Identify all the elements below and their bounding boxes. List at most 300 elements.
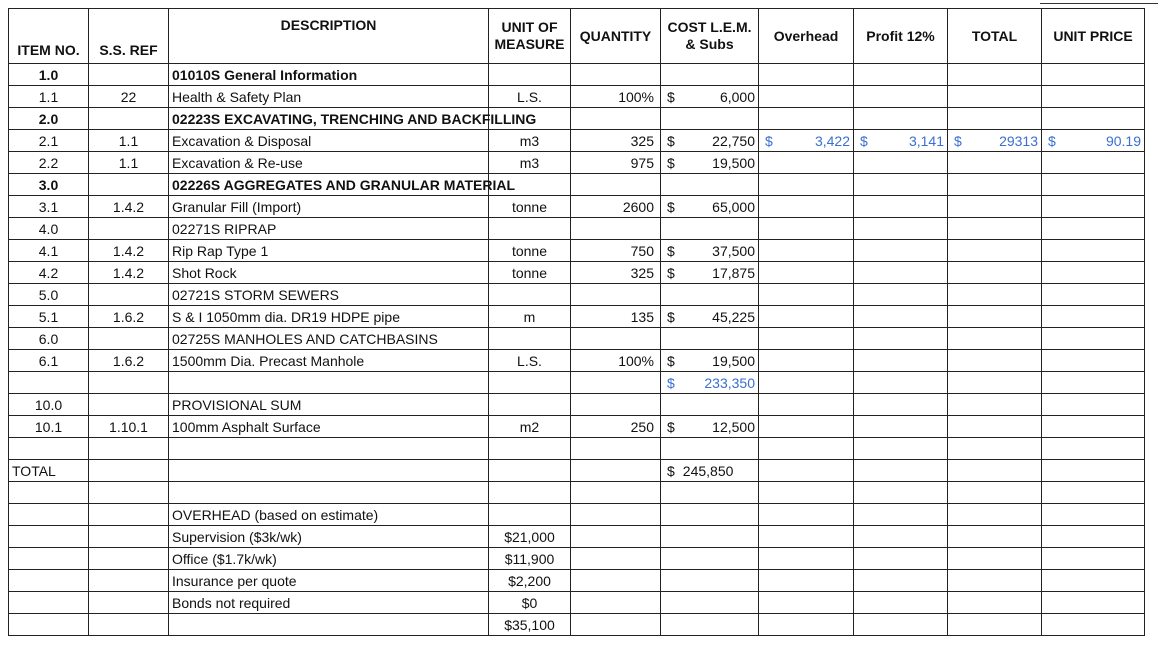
description-cell: [169, 460, 489, 482]
unit-cell: [489, 64, 571, 86]
header-description: DESCRIPTION: [169, 9, 489, 64]
profit-cell: [854, 614, 948, 636]
profit-cell: [854, 306, 948, 328]
profit-cell: [854, 284, 948, 306]
overhead-cell: [759, 350, 854, 372]
ss-ref-cell: 1.6.2: [89, 306, 169, 328]
total-cell: [948, 174, 1042, 196]
overhead-cell: [759, 614, 854, 636]
quantity-cell: [571, 438, 661, 460]
quantity-cell: [571, 108, 661, 130]
unit-cell: [489, 394, 571, 416]
overhead-item-row: [9, 592, 1145, 614]
overhead-cell: [759, 284, 854, 306]
unit-price-cell: [1042, 196, 1145, 218]
total-cell: [948, 64, 1042, 86]
overhead-cell: [759, 196, 854, 218]
cost-cell: [661, 196, 759, 218]
description-cell: 02226S AGGREGATES AND GRANULAR MATERIAL: [169, 174, 489, 196]
unit-cell: [489, 284, 571, 306]
description-cell: [169, 482, 489, 504]
unit-price-cell: [1042, 350, 1145, 372]
money-value: [664, 197, 755, 217]
item-no-cell: 1.0: [9, 64, 89, 86]
ss-ref-cell: [89, 548, 169, 570]
item-no-cell: TOTAL: [9, 460, 89, 482]
ss-ref-cell: [89, 438, 169, 460]
amount: 245,850: [682, 462, 734, 479]
unit-cell: $2,200: [489, 570, 571, 592]
currency-symbol: $: [667, 88, 675, 105]
cost-cell: [661, 416, 759, 438]
overhead-cell: [759, 262, 854, 284]
currency-symbol: $: [1048, 132, 1056, 149]
unit-cell: [489, 328, 571, 350]
header-overhead: Overhead: [759, 9, 854, 64]
quantity-cell: 250: [571, 416, 661, 438]
currency-symbol: $: [667, 308, 675, 325]
description-cell: 1500mm Dia. Precast Manhole: [169, 350, 489, 372]
item-no-cell: [9, 438, 89, 460]
total-cell: [948, 328, 1042, 350]
amount: 3,141: [908, 132, 944, 149]
unit-cell: tonne: [489, 196, 571, 218]
amount: 22,750: [712, 132, 755, 149]
currency-symbol: $: [667, 154, 675, 171]
item-no-cell: [9, 570, 89, 592]
overhead-cell: [759, 86, 854, 108]
money-value: [664, 351, 755, 371]
quantity-cell: 135: [571, 306, 661, 328]
total-cell: [948, 350, 1042, 372]
quantity-cell: [571, 174, 661, 196]
amount: 12,500: [712, 418, 755, 435]
overhead-cell: [759, 548, 854, 570]
cost-cell: [661, 504, 759, 526]
unit-cell: $0: [489, 592, 571, 614]
quantity-cell: 325: [571, 130, 661, 152]
money-value: [664, 241, 755, 261]
total-cell: [948, 196, 1042, 218]
overhead-cell: [759, 240, 854, 262]
overhead-cell: [759, 130, 854, 152]
overhead-cell: [759, 64, 854, 86]
ss-ref-cell: [89, 394, 169, 416]
profit-cell: [854, 328, 948, 350]
money-value: [664, 87, 755, 107]
profit-cell: [854, 592, 948, 614]
profit-cell: [854, 64, 948, 86]
overhead-cell: [759, 306, 854, 328]
description-cell: 100mm Asphalt Surface: [169, 416, 489, 438]
header-total: TOTAL: [948, 9, 1042, 64]
unit-cell: m2: [489, 416, 571, 438]
header-cost-line2: & Subs: [685, 36, 734, 52]
overhead-cell: [759, 218, 854, 240]
unit-price-cell: [1042, 86, 1145, 108]
cost-cell: [661, 614, 759, 636]
unit-price-cell: [1042, 108, 1145, 130]
ss-ref-cell: 1.4.2: [89, 262, 169, 284]
ss-ref-cell: [89, 592, 169, 614]
profit-cell: [854, 526, 948, 548]
description-cell: 02271S RIPRAP: [169, 218, 489, 240]
cost-cell: [661, 394, 759, 416]
description-cell: Excavation & Disposal: [169, 130, 489, 152]
description-cell: Shot Rock: [169, 262, 489, 284]
unit-cell: $11,900: [489, 548, 571, 570]
estimate-sheet: [8, 8, 1144, 636]
profit-cell: [854, 240, 948, 262]
cost-cell: [661, 548, 759, 570]
overhead-title-row: [9, 504, 1145, 526]
item-no-cell: 2.0: [9, 108, 89, 130]
table-row: [9, 64, 1145, 86]
profit-cell: [854, 152, 948, 174]
profit-cell: [854, 86, 948, 108]
amount: 90.19: [1105, 132, 1141, 149]
quantity-cell: [571, 460, 661, 482]
total-cell: [948, 548, 1042, 570]
cost-cell: [661, 526, 759, 548]
cost-cell: [661, 592, 759, 614]
table-row: [9, 152, 1145, 174]
unit-price-cell: [1042, 526, 1145, 548]
overhead-item-row: [9, 548, 1145, 570]
unit-cell: $21,000: [489, 526, 571, 548]
cost-cell: [661, 482, 759, 504]
money-value: [664, 131, 755, 151]
unit-cell: [489, 438, 571, 460]
quantity-cell: [571, 592, 661, 614]
table-row: [9, 218, 1145, 240]
item-no-cell: 4.0: [9, 218, 89, 240]
table-row: [9, 350, 1145, 372]
overhead-cell: [759, 482, 854, 504]
amount: 37,500: [712, 242, 755, 259]
ss-ref-cell: [89, 504, 169, 526]
money-value: [664, 263, 755, 283]
cost-cell: [661, 372, 759, 394]
quantity-cell: 100%: [571, 86, 661, 108]
cost-cell: [661, 86, 759, 108]
table-row: [9, 196, 1145, 218]
currency-symbol: $: [667, 418, 675, 435]
profit-cell: [854, 218, 948, 240]
unit-cell: [489, 372, 571, 394]
header-item-no: ITEM NO.: [9, 9, 89, 64]
ss-ref-cell: [89, 328, 169, 350]
unit-cell: L.S.: [489, 86, 571, 108]
table-row: [9, 86, 1145, 108]
description-cell: Supervision ($3k/wk): [169, 526, 489, 548]
ss-ref-cell: [89, 460, 169, 482]
amount: 233,350: [704, 374, 755, 391]
amount: 45,225: [712, 308, 755, 325]
header-profit: Profit 12%: [854, 9, 948, 64]
money-value: [762, 131, 850, 151]
unit-price-cell: [1042, 394, 1145, 416]
description-cell: Insurance per quote: [169, 570, 489, 592]
description-cell: 02223S EXCAVATING, TRENCHING AND BACKFILLING: [169, 108, 489, 130]
unit-price-cell: [1042, 548, 1145, 570]
description-cell: Health & Safety Plan: [169, 86, 489, 108]
quantity-cell: [571, 570, 661, 592]
description-cell: 02725S MANHOLES AND CATCHBASINS: [169, 328, 489, 350]
profit-cell: [854, 460, 948, 482]
currency-symbol: $: [667, 264, 675, 281]
profit-cell: [854, 174, 948, 196]
unit-price-cell: [1042, 306, 1145, 328]
item-no-cell: 4.1: [9, 240, 89, 262]
currency-symbol: $: [667, 374, 675, 391]
header-quantity: QUANTITY: [571, 9, 661, 64]
quantity-cell: 100%: [571, 350, 661, 372]
profit-cell: [854, 394, 948, 416]
cost-cell: [661, 438, 759, 460]
money-value: [664, 461, 755, 481]
unit-price-cell: [1042, 570, 1145, 592]
cost-cell: [661, 64, 759, 86]
cost-cell: [661, 174, 759, 196]
table-row: [9, 108, 1145, 130]
unit-price-cell: [1042, 218, 1145, 240]
total-cell: [948, 152, 1042, 174]
subtotal-row: [9, 372, 1145, 394]
quantity-cell: [571, 284, 661, 306]
quantity-cell: 975: [571, 152, 661, 174]
header-cost: [661, 9, 759, 64]
currency-symbol: $: [667, 198, 675, 215]
cost-cell: [661, 130, 759, 152]
total-cell: [948, 438, 1042, 460]
cost-cell: [661, 152, 759, 174]
overhead-total-row: [9, 614, 1145, 636]
ss-ref-cell: [89, 526, 169, 548]
overhead-cell: [759, 394, 854, 416]
ss-ref-cell: [89, 108, 169, 130]
item-no-cell: [9, 548, 89, 570]
unit-price-cell: [1042, 130, 1145, 152]
unit-price-cell: [1042, 416, 1145, 438]
overhead-cell: [759, 570, 854, 592]
overhead-cell: [759, 174, 854, 196]
table-body: [9, 64, 1145, 636]
table-row: [9, 240, 1145, 262]
item-no-cell: 4.2: [9, 262, 89, 284]
amount: 19,500: [712, 352, 755, 369]
ss-ref-cell: [89, 174, 169, 196]
ss-ref-cell: 1.10.1: [89, 416, 169, 438]
item-no-cell: 5.0: [9, 284, 89, 306]
overhead-cell: [759, 372, 854, 394]
table-row: [9, 438, 1145, 460]
unit-cell: $35,100: [489, 614, 571, 636]
ss-ref-cell: [89, 570, 169, 592]
unit-price-cell: [1042, 460, 1145, 482]
amount: 6,000: [719, 88, 755, 105]
description-cell: Rip Rap Type 1: [169, 240, 489, 262]
total-cell: [948, 240, 1042, 262]
overhead-cell: [759, 152, 854, 174]
cost-cell: [661, 306, 759, 328]
description-cell: OVERHEAD (based on estimate): [169, 504, 489, 526]
unit-cell: [489, 504, 571, 526]
cost-estimate-table: [8, 8, 1145, 636]
description-cell: 02721S STORM SEWERS: [169, 284, 489, 306]
cost-cell: [661, 218, 759, 240]
unit-price-cell: [1042, 592, 1145, 614]
ss-ref-cell: 22: [89, 86, 169, 108]
profit-cell: [854, 438, 948, 460]
total-cell: [948, 394, 1042, 416]
table-row: [9, 284, 1145, 306]
cost-cell: [661, 262, 759, 284]
profit-cell: [854, 504, 948, 526]
item-no-cell: 1.1: [9, 86, 89, 108]
quantity-cell: [571, 482, 661, 504]
unit-price-cell: [1042, 328, 1145, 350]
unit-cell: tonne: [489, 240, 571, 262]
amount: 19,500: [712, 154, 755, 171]
item-no-cell: [9, 482, 89, 504]
ss-ref-cell: 1.4.2: [89, 240, 169, 262]
overhead-item-row: [9, 570, 1145, 592]
description-cell: [169, 438, 489, 460]
header-cost-line1: COST L.E.M.: [667, 19, 752, 35]
amount: 3,422: [814, 132, 850, 149]
total-cell: [948, 570, 1042, 592]
item-no-cell: 10.1: [9, 416, 89, 438]
description-cell: Office ($1.7k/wk): [169, 548, 489, 570]
unit-price-cell: [1042, 262, 1145, 284]
header-unit-line1: UNIT OF: [501, 19, 558, 35]
header-unit-of-measure: [489, 9, 571, 64]
ss-ref-cell: [89, 218, 169, 240]
total-cell: [948, 262, 1042, 284]
money-value: [951, 131, 1038, 151]
cost-cell: [661, 460, 759, 482]
quantity-cell: [571, 372, 661, 394]
currency-symbol: $: [667, 462, 675, 479]
item-no-cell: [9, 504, 89, 526]
total-cell: [948, 592, 1042, 614]
header-row: [9, 9, 1145, 64]
quantity-cell: [571, 218, 661, 240]
overhead-cell: [759, 416, 854, 438]
item-no-cell: 2.2: [9, 152, 89, 174]
cost-cell: [661, 284, 759, 306]
quantity-cell: 2600: [571, 196, 661, 218]
quantity-cell: [571, 548, 661, 570]
currency-symbol: $: [667, 132, 675, 149]
header-unit-price: UNIT PRICE: [1042, 9, 1145, 64]
unit-cell: m: [489, 306, 571, 328]
header-ss-ref: S.S. REF: [89, 9, 169, 64]
profit-cell: [854, 570, 948, 592]
overhead-cell: [759, 592, 854, 614]
table-row: [9, 328, 1145, 350]
unit-price-cell: [1042, 614, 1145, 636]
unit-cell: L.S.: [489, 350, 571, 372]
overhead-cell: [759, 108, 854, 130]
unit-cell: m3: [489, 152, 571, 174]
description-cell: Excavation & Re-use: [169, 152, 489, 174]
total-cell: [948, 614, 1042, 636]
cost-cell: [661, 570, 759, 592]
quantity-cell: [571, 328, 661, 350]
description-cell: Granular Fill (Import): [169, 196, 489, 218]
item-no-cell: 3.1: [9, 196, 89, 218]
table-row: [9, 394, 1145, 416]
profit-cell: [854, 108, 948, 130]
quantity-cell: [571, 64, 661, 86]
description-cell: [169, 372, 489, 394]
overhead-cell: [759, 526, 854, 548]
table-row: [9, 262, 1145, 284]
quantity-cell: [571, 504, 661, 526]
money-value: [664, 307, 755, 327]
ss-ref-cell: [89, 284, 169, 306]
item-no-cell: 2.1: [9, 130, 89, 152]
total-cell: [948, 460, 1042, 482]
total-cell: [948, 86, 1042, 108]
item-no-cell: 6.0: [9, 328, 89, 350]
top-right-line: [1040, 3, 1158, 4]
ss-ref-cell: [89, 482, 169, 504]
unit-price-cell: [1042, 482, 1145, 504]
item-no-cell: [9, 614, 89, 636]
item-no-cell: [9, 526, 89, 548]
unit-price-cell: [1042, 64, 1145, 86]
currency-symbol: $: [765, 132, 773, 149]
item-no-cell: 3.0: [9, 174, 89, 196]
description-cell: S & I 1050mm dia. DR19 HDPE pipe: [169, 306, 489, 328]
grand-total-row: [9, 460, 1145, 482]
total-cell: [948, 284, 1042, 306]
amount: 65,000: [712, 198, 755, 215]
item-no-cell: 6.1: [9, 350, 89, 372]
table-row: [9, 416, 1145, 438]
ss-ref-cell: 1.4.2: [89, 196, 169, 218]
currency-symbol: $: [954, 132, 962, 149]
total-cell: [948, 416, 1042, 438]
ss-ref-cell: [89, 64, 169, 86]
profit-cell: [854, 416, 948, 438]
total-cell: [948, 306, 1042, 328]
quantity-cell: 325: [571, 262, 661, 284]
overhead-cell: [759, 460, 854, 482]
table-row: [9, 306, 1145, 328]
overhead-cell: [759, 328, 854, 350]
description-cell: 01010S General Information: [169, 64, 489, 86]
description-cell: PROVISIONAL SUM: [169, 394, 489, 416]
overhead-cell: [759, 438, 854, 460]
unit-cell: [489, 460, 571, 482]
item-no-cell: [9, 372, 89, 394]
ss-ref-cell: [89, 614, 169, 636]
unit-price-cell: [1042, 152, 1145, 174]
profit-cell: [854, 482, 948, 504]
total-cell: [948, 372, 1042, 394]
unit-cell: [489, 218, 571, 240]
unit-price-cell: [1042, 240, 1145, 262]
unit-price-cell: [1042, 438, 1145, 460]
total-cell: [948, 218, 1042, 240]
profit-cell: [854, 350, 948, 372]
unit-cell: m3: [489, 130, 571, 152]
quantity-cell: [571, 526, 661, 548]
